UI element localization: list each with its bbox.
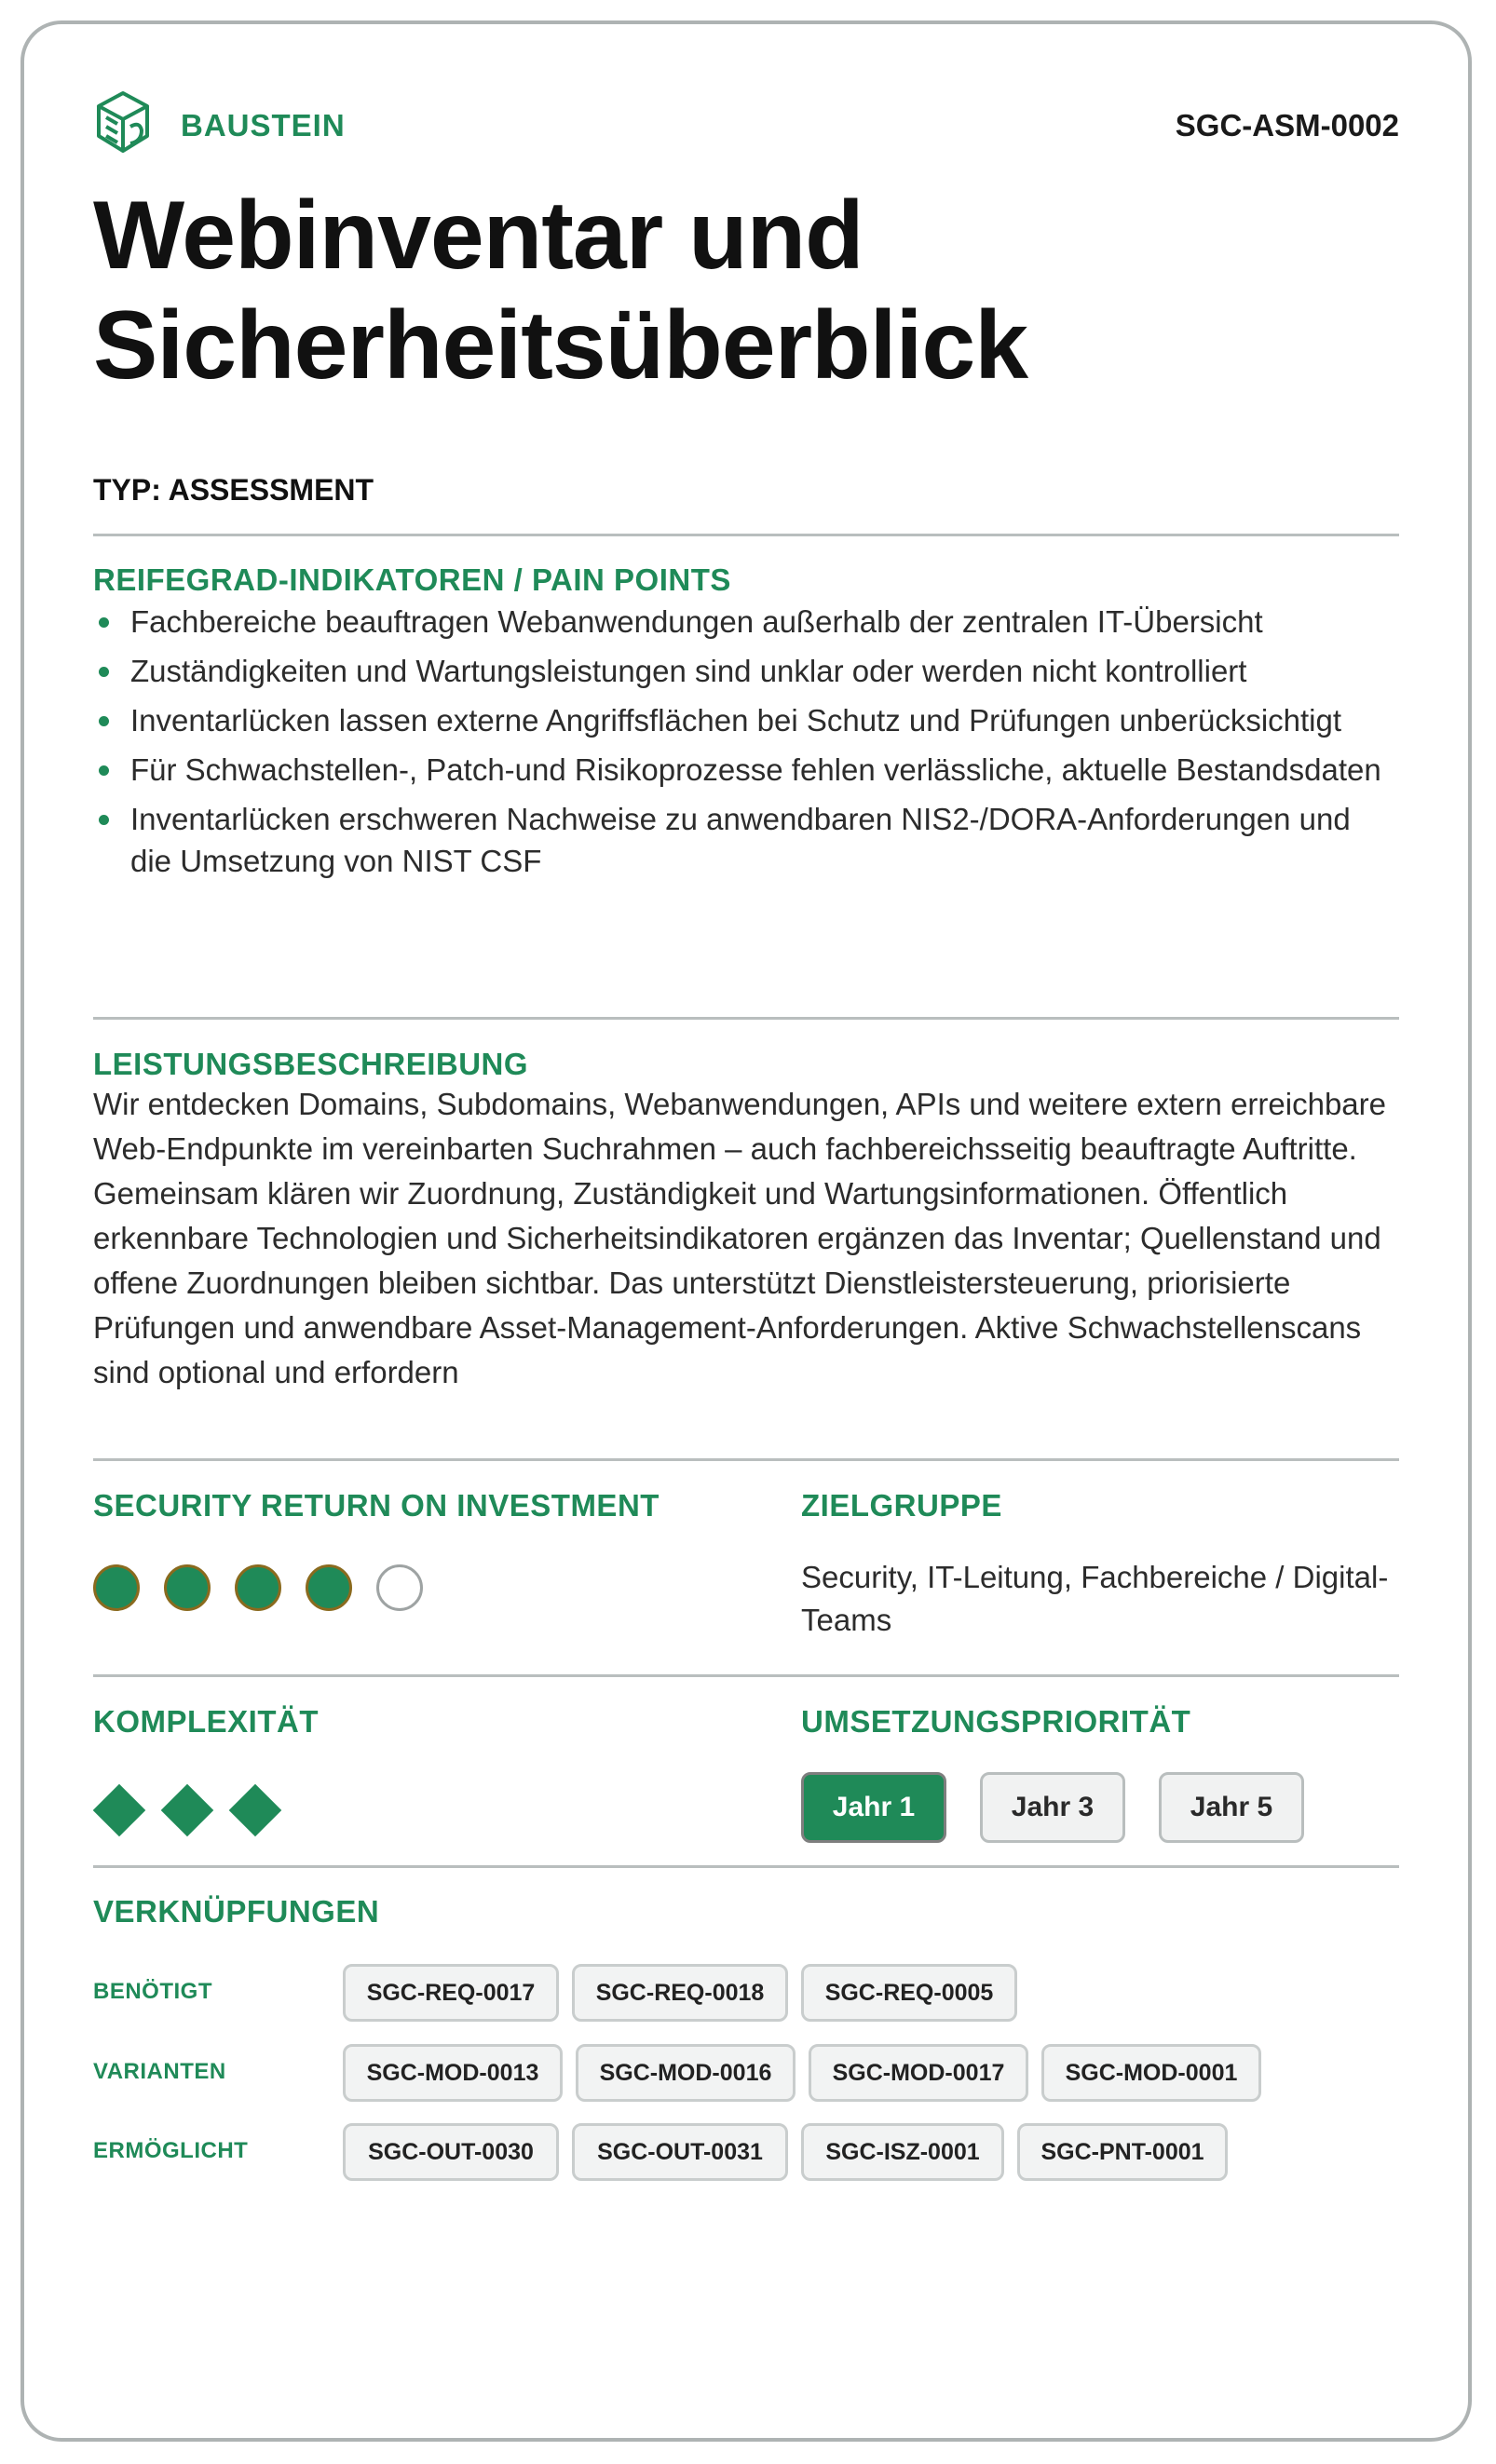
- audience-text: Security, IT-Leitung, Fachbereiche / Digital-Teams: [801, 1560, 1389, 1637]
- link-chip-mod-0013[interactable]: SGC-MOD-0013: [343, 2044, 563, 2102]
- rating-circle-filled-icon: [93, 1564, 140, 1611]
- divider: [93, 1674, 1399, 1677]
- rating-circle-filled-icon: [306, 1564, 352, 1611]
- card-content: [93, 24, 1399, 2438]
- link-chip-req-0018[interactable]: SGC-REQ-0018: [572, 1964, 788, 2022]
- type-label: TYP: ASSESSMENT: [93, 473, 374, 507]
- bullet-dot-icon: [99, 765, 109, 776]
- complexity-heading: KOMPLEXITÄT: [93, 1704, 319, 1739]
- cube-stack-logo-icon: [93, 89, 153, 155]
- priority-option-year-5[interactable]: Jahr 5: [1159, 1772, 1304, 1843]
- divider: [93, 1865, 1399, 1868]
- divider: [93, 1017, 1399, 1020]
- audience-heading: ZIELGRUPPE: [801, 1488, 1002, 1523]
- list-item: [93, 650, 1399, 692]
- bullet-dot-icon: [99, 716, 109, 726]
- card-header: [93, 89, 1399, 155]
- required-label: BENÖTIGT: [93, 1979, 212, 2004]
- list-item-text: Inventarlücken erschweren Nachweise zu anwendbaren NIS2-/DORA-Anforderungen und die Umsetzung von NIST CSF: [130, 802, 1351, 878]
- brand-label: BAUSTEIN: [181, 108, 346, 142]
- priority-option-year-3[interactable]: Jahr 3: [980, 1772, 1125, 1843]
- roi-heading: SECURITY RETURN ON INVESTMENT: [93, 1488, 660, 1523]
- list-item: [93, 749, 1399, 791]
- list-item: [93, 699, 1399, 741]
- rating-circle-filled-icon: [235, 1564, 281, 1611]
- list-item-text: Für Schwachstellen-, Patch-und Risikoprozesse fehlen verlässliche, aktuelle Bestandsdaten: [130, 752, 1381, 787]
- priority-option-year-1[interactable]: Jahr 1: [801, 1772, 946, 1843]
- priority-heading: UMSETZUNGSPRIORITÄT: [801, 1704, 1191, 1739]
- module-card: [20, 20, 1472, 2442]
- enables-label: ERMÖGLICHT: [93, 2138, 249, 2163]
- complexity-diamond-icon: [229, 1784, 282, 1837]
- link-chip-pnt-0001[interactable]: SGC-PNT-0001: [1017, 2123, 1228, 2181]
- list-item-text: Inventarlücken lassen externe Angriffsflächen bei Schutz und Prüfungen unberücksichtigt: [130, 703, 1342, 738]
- divider: [93, 534, 1399, 536]
- page-title: Webinventar und Sicherheitsüberblick: [93, 182, 1028, 399]
- list-item: [93, 601, 1399, 643]
- service-heading: LEISTUNGSBESCHREIBUNG: [93, 1047, 529, 1081]
- link-chip-mod-0001[interactable]: SGC-MOD-0001: [1041, 2044, 1261, 2102]
- links-heading: VERKNÜPFUNGEN: [93, 1894, 380, 1929]
- rating-circle-filled-icon: [164, 1564, 211, 1611]
- service-description: Wir entdecken Domains, Subdomains, Webanwendungen, APIs und weitere extern erreichbare Web-Endpunkte im vereinbarten Suchrahmen – auch fachbereichsseitig beauftragte Auftritte. Gemeinsam klären wir Zuordnung, Zuständigkeit und Wartungsinformationen. Öffentlich erkennbare Technologien und Sicherheitsindikatoren ergänzen das Inventar; Quellenstand und offene Zuordnungen bleiben sichtbar. Das unterstützt Dienstleistersteuerung, priorisierte Prüfungen und anwendbare Asset-Management-Anforderungen. Aktive Schwachstellenscans sind optional und erfordern: [93, 1087, 1386, 1389]
- link-chip-out-0030[interactable]: SGC-OUT-0030: [343, 2123, 559, 2181]
- bullet-dot-icon: [99, 667, 109, 677]
- bullet-dot-icon: [99, 815, 109, 825]
- link-chip-mod-0017[interactable]: SGC-MOD-0017: [809, 2044, 1028, 2102]
- link-chip-req-0005[interactable]: SGC-REQ-0005: [801, 1964, 1017, 2022]
- link-chip-req-0017[interactable]: SGC-REQ-0017: [343, 1964, 559, 2022]
- list-item-text: Fachbereiche beauftragen Webanwendungen außerhalb der zentralen IT-Übersicht: [130, 604, 1263, 639]
- bullet-dot-icon: [99, 617, 109, 628]
- maturity-heading: REIFEGRAD-INDIKATOREN / PAIN POINTS: [93, 562, 731, 597]
- divider: [93, 1458, 1399, 1461]
- complexity-diamond-icon: [93, 1784, 146, 1837]
- link-chip-mod-0016[interactable]: SGC-MOD-0016: [576, 2044, 796, 2102]
- variants-label: VARIANTEN: [93, 2059, 226, 2084]
- link-chip-out-0031[interactable]: SGC-OUT-0031: [572, 2123, 788, 2181]
- link-chip-isz-0001[interactable]: SGC-ISZ-0001: [801, 2123, 1004, 2181]
- rating-circle-empty-icon: [376, 1564, 423, 1611]
- list-item-text: Zuständigkeiten und Wartungsleistungen sind unklar oder werden nicht kontrolliert: [130, 654, 1247, 688]
- complexity-diamond-icon: [161, 1784, 214, 1837]
- list-item: [93, 798, 1399, 882]
- pain-points-list: [93, 601, 1399, 889]
- document-id: SGC-ASM-0002: [1175, 108, 1399, 142]
